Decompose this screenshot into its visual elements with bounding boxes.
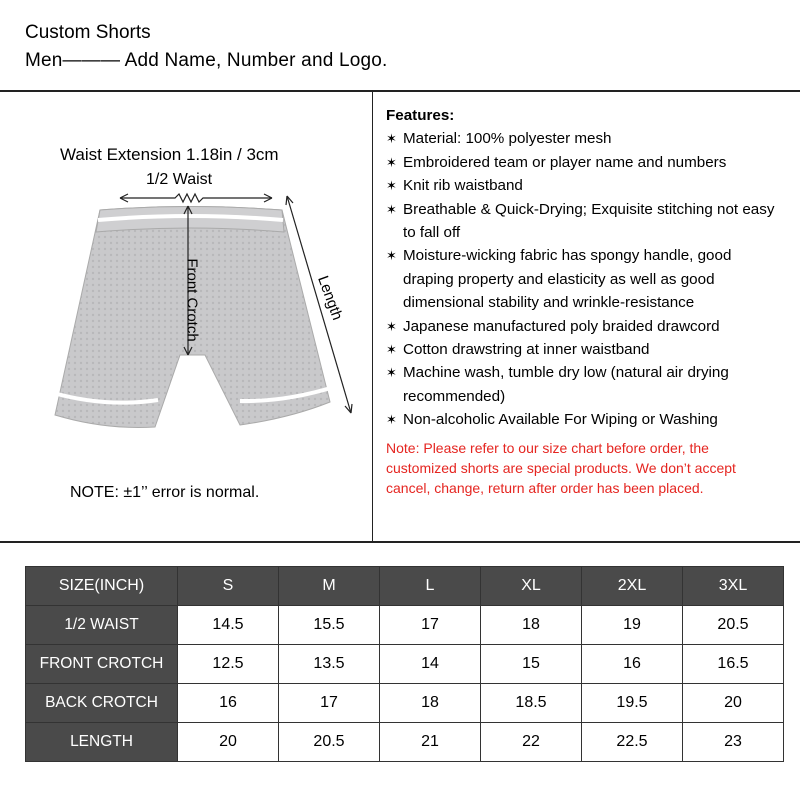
table-cell: 22.5 — [582, 723, 683, 762]
table-cell: 19.5 — [582, 684, 683, 723]
table-row — [26, 606, 784, 645]
table-row — [26, 645, 784, 684]
table-cell: 16 — [582, 645, 683, 684]
front-crotch-label: Front Crotch — [183, 258, 201, 342]
table-cell: 21 — [380, 723, 481, 762]
feature-item: ✶ Knit rib waistband — [386, 174, 786, 197]
table-cell: 15.5 — [279, 606, 380, 645]
star-icon: ✶ — [386, 365, 397, 381]
table-row — [26, 684, 784, 723]
feature-item: ✶ Machine wash, tumble dry low (natural air drying recommended) — [386, 361, 786, 408]
table-cell: 17 — [380, 606, 481, 645]
row-label: 1/2 WAIST — [26, 606, 178, 645]
star-icon: ✶ — [386, 318, 397, 334]
error-note: NOTE: ±1’’ error is normal. — [70, 484, 260, 501]
header-s: S — [178, 567, 279, 606]
header-l: L — [380, 567, 481, 606]
table-cell: 20 — [683, 684, 784, 723]
table-cell: 16 — [178, 684, 279, 723]
star-icon: ✶ — [386, 342, 397, 358]
size-chart-table — [25, 566, 784, 762]
vertical-divider — [372, 92, 373, 541]
table-cell: 20.5 — [279, 723, 380, 762]
row-label: BACK CROTCH — [26, 684, 178, 723]
header-xl: XL — [481, 567, 582, 606]
star-icon: ✶ — [386, 154, 397, 170]
table-cell: 13.5 — [279, 645, 380, 684]
half-waist-label: 1/2 Waist — [146, 171, 213, 188]
row-label: FRONT CROTCH — [26, 645, 178, 684]
order-note: Note: Please refer to our size chart before order, the customized shorts are special products. We don’t accept cancel, change, return after order has been placed. — [386, 439, 736, 496]
table-cell: 14 — [380, 645, 481, 684]
table-cell: 12.5 — [178, 645, 279, 684]
table-cell: 20 — [178, 723, 279, 762]
feature-item: ✶ Moisture-wicking fabric has spongy handle, good draping property and elasticity as well as good dimensional stability and wrinkle-resistance — [386, 244, 786, 314]
star-icon: ✶ — [386, 248, 397, 264]
middle-divider — [0, 541, 800, 543]
table-cell: 15 — [481, 645, 582, 684]
page-subtitle: Men——— Add Name, Number and Logo. — [25, 50, 388, 71]
table-row — [26, 723, 784, 762]
table-cell: 23 — [683, 723, 784, 762]
table-cell: 18.5 — [481, 684, 582, 723]
table-cell: 14.5 — [178, 606, 279, 645]
star-icon: ✶ — [386, 178, 397, 194]
table-cell: 16.5 — [683, 645, 784, 684]
header-3xl: 3XL — [683, 567, 784, 606]
table-cell: 22 — [481, 723, 582, 762]
length-label: Length — [314, 273, 346, 323]
row-label: LENGTH — [26, 723, 178, 762]
table-cell: 18 — [380, 684, 481, 723]
header-size: SIZE(INCH) — [26, 567, 178, 606]
page-title: Custom Shorts — [25, 22, 151, 43]
table-cell: 19 — [582, 606, 683, 645]
star-icon: ✶ — [386, 201, 397, 217]
feature-item: ✶ Japanese manufactured poly braided drawcord — [386, 315, 786, 338]
half-waist-arrow — [120, 194, 272, 202]
table-cell: 18 — [481, 606, 582, 645]
star-icon: ✶ — [386, 412, 397, 428]
table-header-row — [26, 567, 784, 606]
features-section — [386, 104, 786, 498]
table-cell: 17 — [279, 684, 380, 723]
feature-item: ✶ Breathable & Quick-Drying; Exquisite stitching not easy to fall off — [386, 198, 786, 245]
feature-item: ✶ Embroidered team or player name and numbers — [386, 151, 786, 174]
waist-extension-label: Waist Extension 1.18in / 3cm — [60, 145, 279, 164]
features-heading: Features: — [386, 107, 455, 124]
feature-item: ✶ Cotton drawstring at inner waistband — [386, 338, 786, 361]
star-icon: ✶ — [386, 131, 397, 147]
table-cell: 20.5 — [683, 606, 784, 645]
header-2xl: 2XL — [582, 567, 683, 606]
feature-item: ✶ Non-alcoholic Available For Wiping or Washing — [386, 408, 786, 431]
feature-item: ✶ Material: 100% polyester mesh — [386, 127, 786, 150]
header-m: M — [279, 567, 380, 606]
